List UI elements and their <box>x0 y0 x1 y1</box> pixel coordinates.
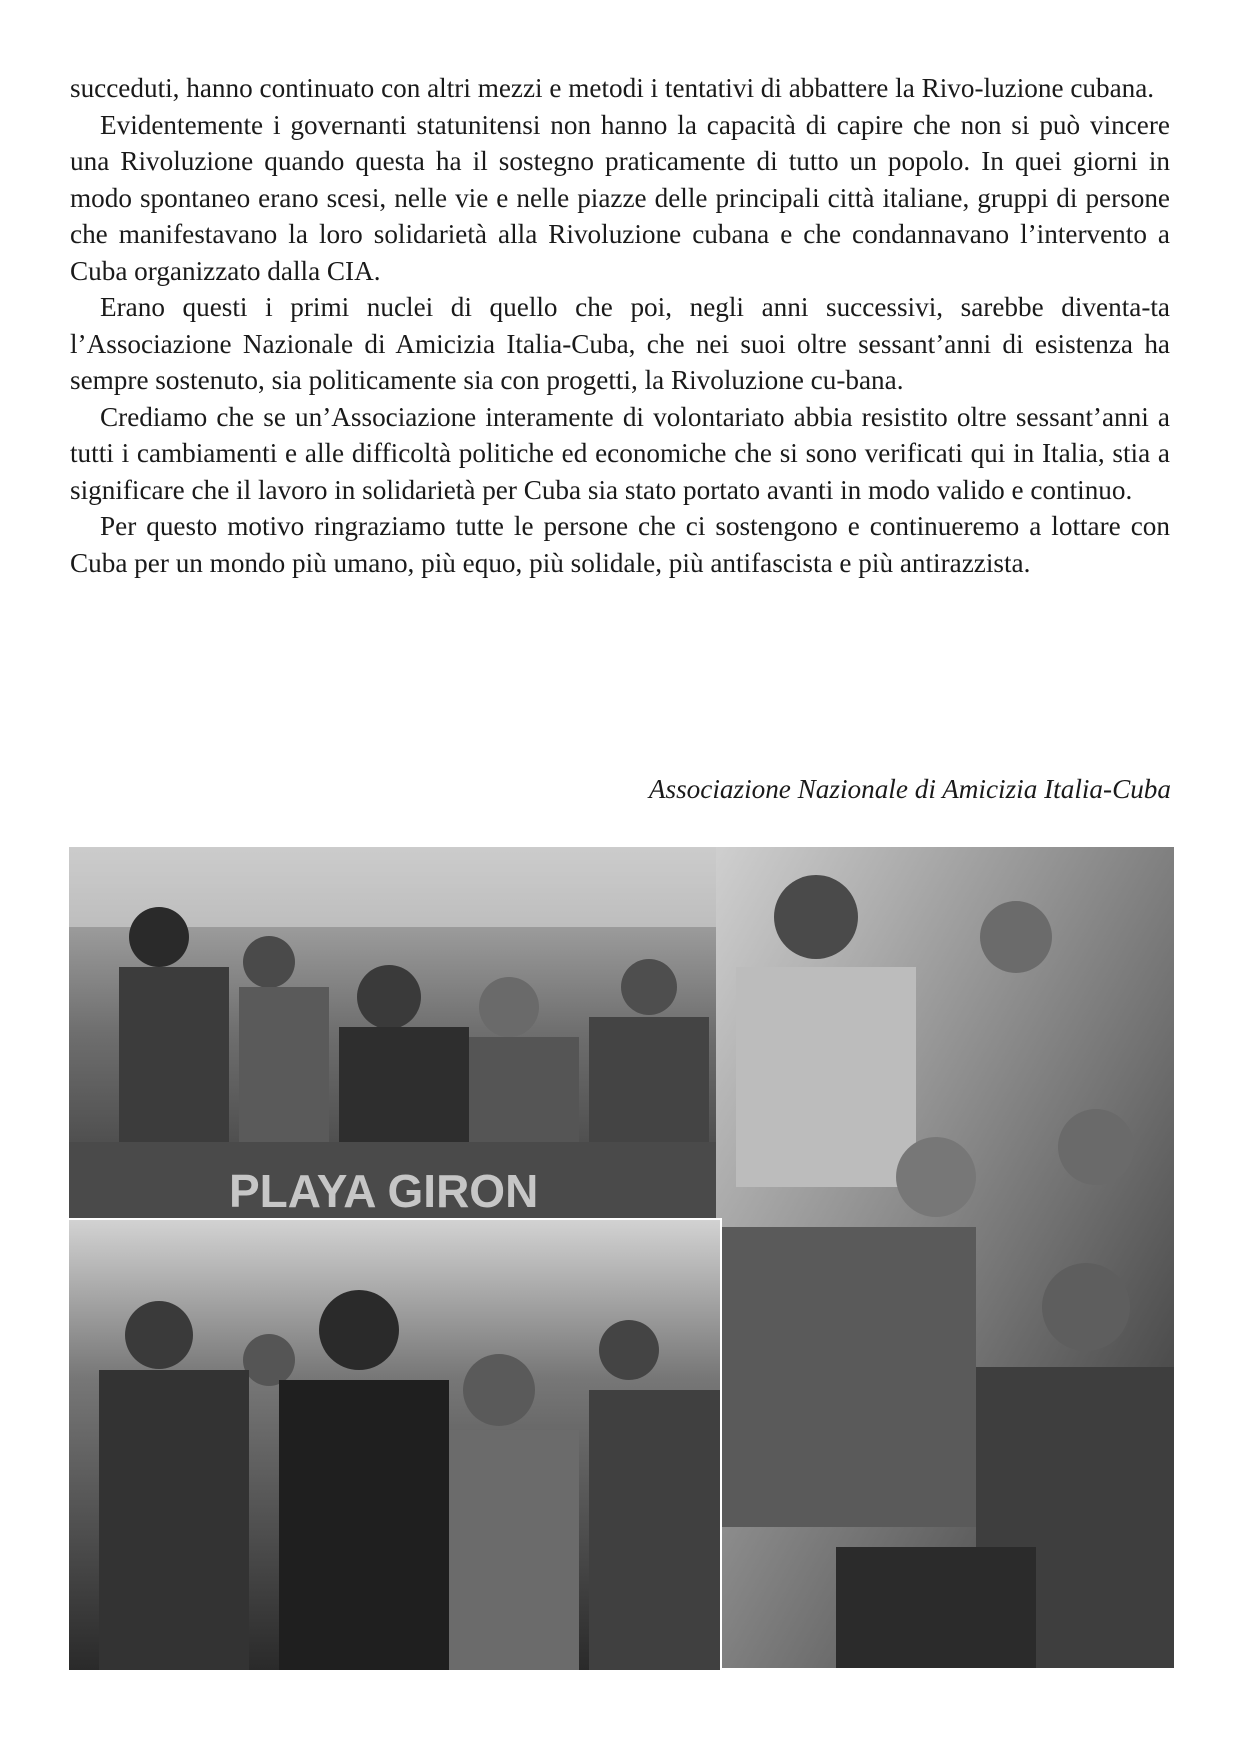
paragraph-4: Crediamo che se un’Associazione interamente di volontariato abbia resistito oltre sessant’anni a tutti i cambiamenti e alle difficoltà politiche ed economiche che si sono verificati qui in Italia, stia a significare che il lavoro in solidarietà per Cuba sia stato portato avanti in modo valido e continuo. <box>70 401 1170 505</box>
paragraph-5: Per questo motivo ringraziamo tutte le persone che ci sostengono e continueremo a lottare con Cuba per un mondo più umano, più equo, più solidale, più antifascista e più antirazzista. <box>70 511 1170 578</box>
photo-soldiers-cheering <box>69 847 716 1220</box>
paragraph-1: succeduti, hanno continuato con altri mezzi e metodi i tentativi di abbattere la Rivo-luzione cubana. <box>70 73 1155 103</box>
photo-icon <box>716 847 1174 1668</box>
photo-icon <box>69 1220 720 1670</box>
photo-group-leader <box>69 1218 722 1670</box>
signature: Associazione Nazionale di Amicizia Italia-Cuba <box>648 774 1171 804</box>
truck-sign-text: PLAYA GIRON <box>229 1165 539 1217</box>
photo-icon <box>69 847 716 1220</box>
body-text <box>70 70 1170 581</box>
photo-seated-men <box>716 847 1174 1668</box>
paragraph-2: Evidentemente i governanti statunitensi non hanno la capacità di capire che non si può vincere una Rivoluzione quando questa ha il sostegno praticamente di tutto un popolo. In quei giorni in modo spontaneo erano scesi, nelle vie e nelle piazze delle principali città italiane, gruppi di persone che manifestavano la loro solidarietà alla Rivoluzione cubana e che condannavano l’intervento a Cuba organizzato dalla CIA. <box>70 109 1170 286</box>
paragraph-3: Erano questi i primi nuclei di quello che poi, negli anni successivi, sarebbe diventa-ta l’Associazione Nazionale di Amicizia Italia-Cuba, che nei suoi oltre sessant’anni di esistenza ha sempre sostenuto, sia politicamente sia con progetti, la Rivoluzione cu-bana. <box>70 292 1170 395</box>
